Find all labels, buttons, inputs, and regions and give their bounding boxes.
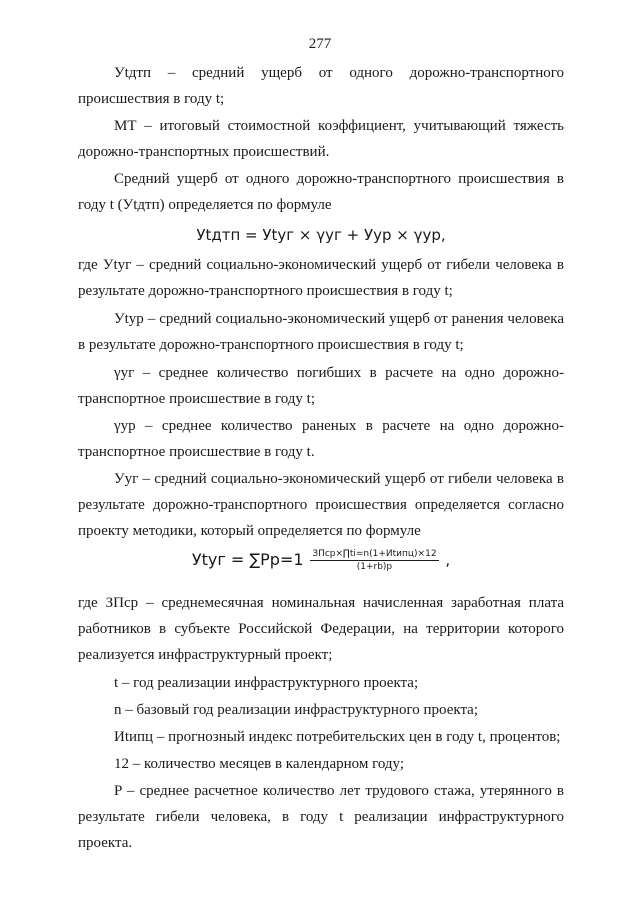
formula-1: Уtдтп = Уtуг × γуг + Ууp × γуp, <box>196 226 446 244</box>
paragraph-line: проекту методики, который определяется по формуле <box>78 523 421 539</box>
paragraph-line: результате гибели человека, в году t реализации инфраструктурного <box>78 809 564 825</box>
paragraph-line: n – базовый год реализации инфраструктурного проекта; <box>114 702 479 718</box>
paragraph-line: Средний ущерб от одного дорожно-транспортного происшествия в <box>114 171 564 187</box>
paragraph-line: работников в субъекте Российской Федерации, на территории которого <box>78 621 564 637</box>
formula-2-numerator: ЗПср×∏ti=n(1+Иtипц)×12 <box>312 549 437 559</box>
paragraph-line: Ууг – средний социально-экономический ущерб от гибели человека в <box>114 471 564 487</box>
paragraph-line: проекта. <box>78 835 133 851</box>
paragraph-line: P – среднее расчетное количество лет трудового стажа, утерянного в <box>114 783 564 799</box>
paragraph-line: γуp – среднее количество раненых в расчете на одно дорожно- <box>114 418 564 434</box>
paragraph-line: транспортное происшествие в году t; <box>78 391 316 407</box>
paragraph-line: где ЗПср – среднемесячная номинальная начисленная заработная плата <box>78 595 564 611</box>
paragraph-line: году t (Уtдтп) определяется по формуле <box>78 197 332 213</box>
paragraph-line: МТ – итоговый стоимостной коэффициент, учитывающий тяжесть <box>114 118 564 134</box>
paragraph-line: результате дорожно-транспортного происшествия определяется согласно <box>78 497 564 513</box>
paragraph-line: γуг – среднее количество погибших в расчете на одно дорожно- <box>114 365 564 381</box>
formula-2 <box>78 548 564 573</box>
paragraph-line: реализуется инфраструктурный проект; <box>78 647 333 663</box>
formula-2-tail: , <box>445 551 451 569</box>
paragraph-line: дорожно-транспортных происшествий. <box>78 144 330 160</box>
page-number: 277 <box>308 36 332 52</box>
paragraph-line: транспортное происшествие в году t. <box>78 444 315 460</box>
formula-2-left: Уtуг = ∑Pp=1 <box>191 550 304 569</box>
paragraph-line: где Уtуг – средний социально-экономический ущерб от гибели человека в <box>78 257 564 273</box>
formula-2-denominator: (1+rb)p <box>356 562 393 572</box>
paragraph-line: Уtуp – средний социально-экономический ущерб от ранения человека <box>114 311 564 327</box>
paragraph-line: результате дорожно-транспортного происшествия в году t; <box>78 283 453 299</box>
paragraph-line: Иtипц – прогнозный индекс потребительских цен в году t, процентов; <box>114 729 561 745</box>
paragraph-line: происшествия в году t; <box>78 91 225 107</box>
formula-2-fraction <box>310 548 438 573</box>
paragraph-line: в результате дорожно-транспортного происшествия в году t; <box>78 337 464 353</box>
paragraph-line: Уtдтп – средний ущерб от одного дорожно-транспортного <box>114 65 564 81</box>
paragraph-line: 12 – количество месяцев в календарном году; <box>114 756 405 772</box>
paragraph-line: t – год реализации инфраструктурного проекта; <box>114 675 419 691</box>
